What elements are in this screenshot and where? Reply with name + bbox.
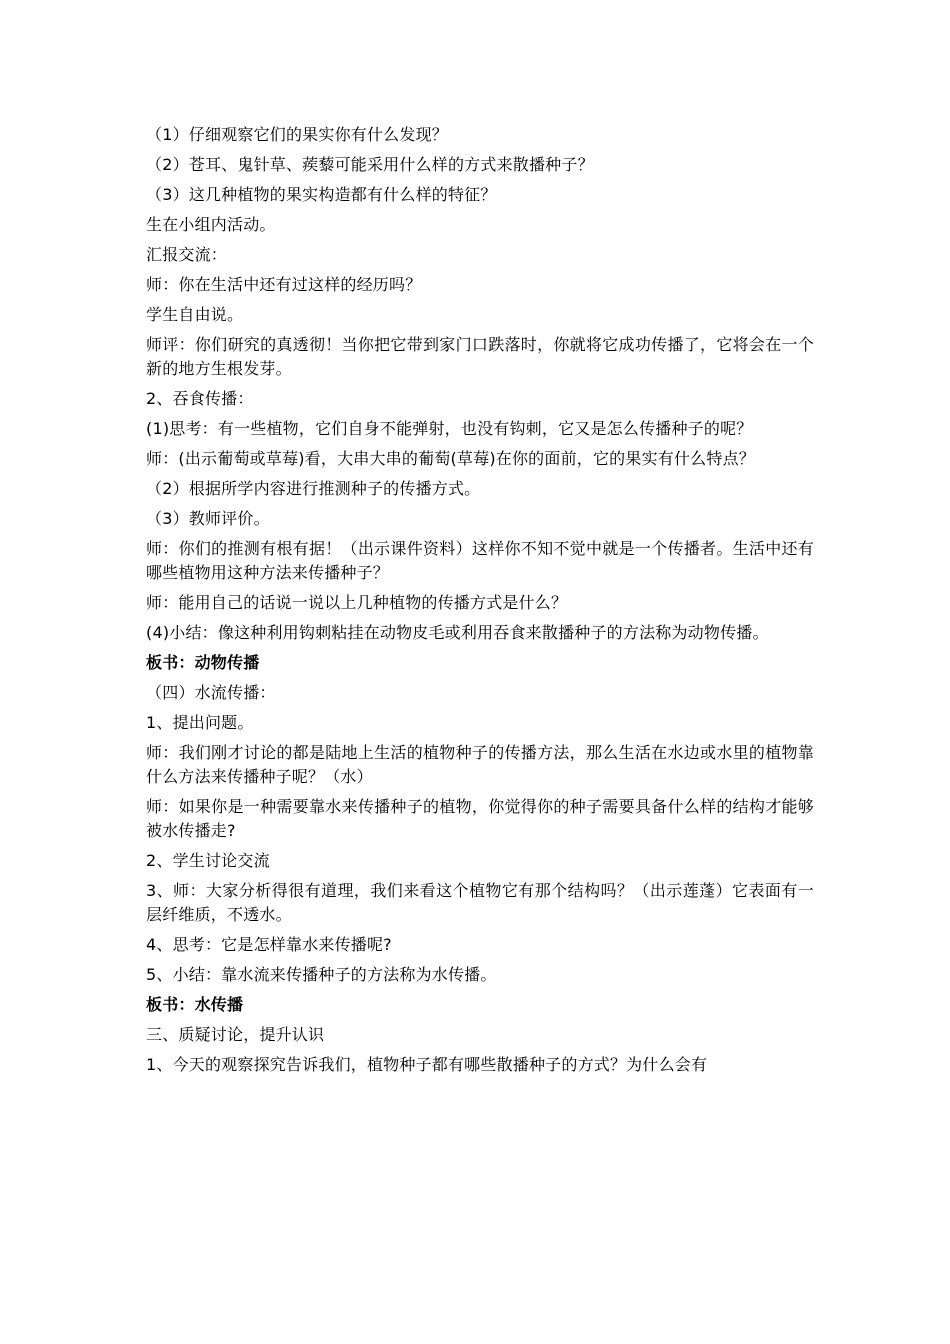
paragraph: 4、思考：它是怎样靠水来传播呢? (146, 935, 392, 954)
paragraph: (4)小结：像这种利用钩刺粘挂在动物皮毛或利用吞食来散播种子的方法称为动物传播。 (146, 623, 769, 642)
paragraph: 1、提出问题。 (146, 713, 254, 732)
paragraph: 师：我们刚才讨论的都是陆地上生活的植物种子的传播方法，那么生活在水边或水里的植物靠什么方法来传播种子呢？（水） (146, 743, 814, 786)
paragraph: 学生自由说。 (146, 305, 244, 324)
paragraph: 师：你们的推测有根有据！（出示课件资料）这样你不知不觉中就是一个传播者。生活中还有哪些植物用这种方法来传播种子？ (146, 539, 814, 582)
paragraph: 5、小结：靠水流来传播种子的方法称为水传播。 (146, 965, 497, 984)
paragraph: （1）仔细观察它们的果实你有什么发现？ (146, 125, 448, 144)
paragraph: 师：能用自己的话说一说以上几种植物的传播方式是什么？ (146, 593, 568, 612)
paragraph: 师：如果你是一种需要靠水来传播种子的植物，你觉得你的种子需要具备什么样的结构才能够被水传播走? (146, 797, 814, 840)
paragraph: 三、质疑讨论，提升认识 (146, 1025, 325, 1044)
paragraph: (1)思考：有一些植物，它们自身不能弹射，也没有钩刺，它又是怎么传播种子的呢？ (146, 419, 753, 438)
board-heading: 板书：水传播 (146, 995, 244, 1014)
paragraph: 生在小组内活动。 (146, 215, 276, 234)
paragraph: （3）教师评价。 (146, 509, 270, 528)
paragraph: 师评：你们研究的真透彻！当你把它带到家门口跌落时，你就将它成功传播了，它将会在一个新的地方生根发芽。 (146, 335, 814, 378)
paragraph: 2、吞食传播： (146, 389, 254, 408)
paragraph: （2）苍耳、鬼针草、蒺藜可能采用什么样的方式来散播种子？ (146, 155, 594, 174)
board-heading: 板书：动物传播 (146, 653, 260, 672)
paragraph: 1、今天的观察探究告诉我们，植物种子都有哪些散播种子的方式？为什么会有 (146, 1055, 708, 1074)
paragraph: 师：(出示葡萄或草莓)看，大串大串的葡萄(草莓)在你的面前，它的果实有什么特点？ (146, 449, 755, 468)
paragraph: （3）这几种植物的果实构造都有什么样的特征？ (146, 185, 497, 204)
paragraph: 3、师：大家分析得很有道理，我们来看这个植物它有那个结构吗？（出示莲蓬）它表面有一层纤维质，不透水。 (146, 881, 814, 924)
paragraph: 2、学生讨论交流 (146, 851, 270, 870)
paragraph: （2）根据所学内容进行推测种子的传播方式。 (146, 479, 481, 498)
paragraph: （四）水流传播： (146, 683, 276, 702)
paragraph: 汇报交流： (146, 245, 228, 264)
paragraph: 师：你在生活中还有过这样的经历吗？ (146, 275, 422, 294)
document-body (146, 123, 814, 1083)
